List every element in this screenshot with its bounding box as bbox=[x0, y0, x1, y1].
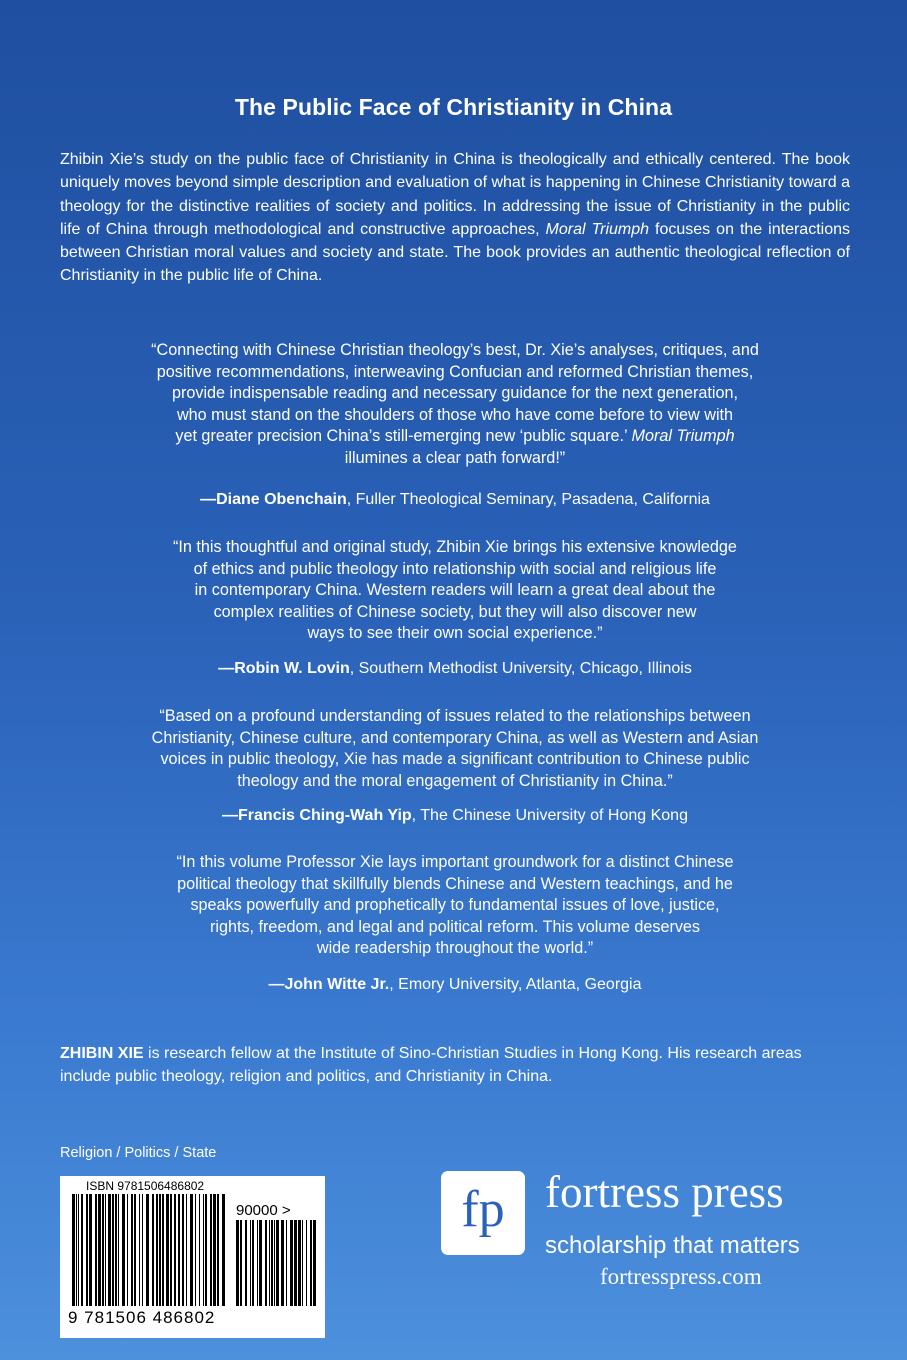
publisher-url: fortresspress.com bbox=[600, 1264, 762, 1289]
barcode-bar bbox=[86, 1194, 88, 1306]
barcode-bar bbox=[98, 1194, 101, 1306]
quote-line: “In this volume Professor Xie lays important groundwork for a distinct Chinese bbox=[176, 853, 734, 871]
endorser-name: —Robin W. Lovin bbox=[218, 660, 350, 677]
author-bio bbox=[60, 1042, 850, 1088]
barcode-bar bbox=[186, 1194, 187, 1306]
description-italic-title: Moral Triumph bbox=[545, 220, 650, 238]
quote-line: ways to see their own social experience.” bbox=[307, 624, 603, 643]
barcode-bar bbox=[210, 1194, 212, 1306]
barcode-bar bbox=[159, 1194, 161, 1306]
quote-line: in contemporary China. Western readers will learn a great deal about the bbox=[194, 581, 716, 600]
publisher-name: fortress press bbox=[545, 1167, 784, 1217]
quote-line: wide readership throughout the world.” bbox=[316, 939, 594, 958]
endorsement-attribution-1 bbox=[60, 491, 850, 509]
barcode-bar bbox=[217, 1194, 219, 1306]
barcode-bar bbox=[152, 1194, 154, 1306]
barcode-bar bbox=[174, 1194, 176, 1306]
quote-line: speaks powerfully and prophetically to fundamental issues of love, justice, bbox=[190, 896, 720, 915]
quote-line: rights, freedom, and legal and political reform. This volume deserves bbox=[209, 917, 701, 936]
barcode-bar bbox=[112, 1194, 114, 1306]
subject-category: Religion / Politics / State bbox=[60, 1145, 217, 1161]
isbn-barcode bbox=[60, 1176, 325, 1338]
barcode-bar bbox=[72, 1194, 75, 1306]
barcode-bar bbox=[265, 1220, 267, 1306]
barcode-bar bbox=[205, 1194, 207, 1306]
barcode-bar bbox=[170, 1194, 172, 1306]
barcode-bar bbox=[182, 1194, 184, 1306]
barcode-bar bbox=[195, 1194, 196, 1306]
endorser-affiliation: , Fuller Theological Seminary, Pasadena, California bbox=[346, 491, 710, 508]
barcode-bar bbox=[115, 1194, 117, 1306]
barcode-bar bbox=[142, 1194, 143, 1306]
quote-line-text: yet greater precision China’s still-emerging new ‘public square.’ bbox=[175, 427, 632, 446]
barcode-bar bbox=[276, 1220, 279, 1306]
quote-line: positive recommendations, interweaving Confucian and reformed Christian themes, bbox=[156, 362, 754, 381]
quote-italic-title: Moral Triumph bbox=[631, 427, 735, 446]
barcode-bar bbox=[250, 1220, 251, 1306]
barcode-bar bbox=[76, 1194, 77, 1306]
author-name: ZHIBIN XIE bbox=[60, 1045, 144, 1062]
barcode-bar bbox=[294, 1220, 297, 1306]
endorser-affiliation: , Southern Methodist University, Chicago, Illinois bbox=[349, 660, 692, 677]
publisher-tagline: scholarship that matters bbox=[545, 1232, 800, 1259]
quote-line: “Based on a profound understanding of issues related to the relationships between bbox=[159, 707, 751, 725]
quote-line: complex realities of Chinese society, but they will also discover new bbox=[213, 602, 697, 621]
quote-line: voices in public theology, Xie has made a significant contribution to Chinese public bbox=[160, 750, 750, 769]
quote-line: Christianity, Chinese culture, and contemporary China, as well as Western and Asian bbox=[151, 728, 759, 747]
barcode-bars bbox=[72, 1194, 227, 1306]
barcode-bar bbox=[203, 1194, 204, 1306]
barcode-bar bbox=[274, 1220, 275, 1306]
endorsement-quote-2 bbox=[80, 537, 830, 645]
barcode-bar bbox=[313, 1220, 316, 1306]
barcode-bar bbox=[102, 1194, 104, 1306]
quote-line: illumines a clear path forward!” bbox=[344, 448, 566, 467]
endorser-name: —Francis Ching-Wah Yip bbox=[222, 807, 412, 824]
endorsement-quote-1 bbox=[80, 340, 830, 470]
barcode-bar bbox=[118, 1194, 119, 1306]
barcode-bar bbox=[281, 1220, 284, 1306]
barcode-bar bbox=[139, 1194, 140, 1306]
barcode-bar bbox=[122, 1194, 125, 1306]
quote-line: provide indispensable reading and necessary guidance for the next generation, bbox=[171, 384, 739, 403]
barcode-bar bbox=[146, 1194, 149, 1306]
description-text-2: focuses on the interactions between Christian moral values and society and state. The book provides an authentic theological reflection of Christianity in the public life of China. bbox=[60, 220, 851, 285]
barcode-bar bbox=[127, 1194, 128, 1306]
barcode-bar bbox=[271, 1220, 273, 1306]
barcode-bar bbox=[257, 1220, 258, 1306]
barcode-bar bbox=[252, 1220, 254, 1306]
endorsement-attribution-4 bbox=[60, 976, 850, 994]
endorser-affiliation: , The Chinese University of Hong Kong bbox=[411, 807, 688, 824]
barcode-bar bbox=[245, 1220, 247, 1306]
barcode-bar bbox=[108, 1194, 111, 1306]
quote-line: of ethics and public theology into relationship with social and religious life bbox=[193, 559, 717, 578]
barcode-bar bbox=[240, 1220, 242, 1306]
barcode-bar bbox=[298, 1220, 301, 1306]
endorsement-quote-4 bbox=[80, 852, 830, 960]
barcode-digits: 9 781506 486802 bbox=[68, 1308, 216, 1327]
quote-line: “In this thoughtful and original study, Zhibin Xie brings his extensive knowledge bbox=[173, 538, 737, 556]
barcode-bar bbox=[131, 1194, 133, 1306]
barcode-bar bbox=[310, 1220, 312, 1306]
barcode-bar bbox=[259, 1220, 262, 1306]
endorser-name: —John Witte Jr. bbox=[268, 976, 390, 993]
barcode-bar bbox=[78, 1194, 79, 1306]
barcode-bar bbox=[105, 1194, 106, 1306]
barcode-bar bbox=[178, 1194, 180, 1306]
barcode-bar bbox=[286, 1220, 287, 1306]
description-text-1: Zhibin Xie’s study on the public face of Christianity in China is theologically and ethically centered. The book uniquely moves beyond simple description and evaluation of what is happening in Chinese Christianity toward a theology for the distinctive realities of society and politics. In addressing the issue of Christianity in the public life of China through methodological and constructive approaches, bbox=[60, 151, 850, 238]
logo-letters: fp bbox=[461, 1181, 505, 1238]
quote-line: “Connecting with Chinese Christian theology’s best, Dr. Xie’s analyses, critiques, and bbox=[151, 341, 759, 359]
barcode-bar bbox=[190, 1194, 193, 1306]
author-bio-text: is research fellow at the Institute of Sino-Christian Studies in Hong Kong. His research areas include public theology, religion and politics, and Christianity in China. bbox=[60, 1045, 802, 1085]
book-description bbox=[60, 148, 850, 288]
barcode-bar bbox=[269, 1220, 270, 1306]
barcode-bar bbox=[306, 1220, 307, 1306]
barcode-bar bbox=[156, 1194, 158, 1306]
endorsement-attribution-3 bbox=[60, 807, 850, 825]
price-code: 90000 > bbox=[236, 1202, 291, 1219]
endorsement-attribution-2 bbox=[60, 660, 850, 678]
barcode-bar bbox=[89, 1194, 92, 1306]
barcode-bar bbox=[166, 1194, 169, 1306]
barcode-bar bbox=[162, 1194, 164, 1306]
barcode-bar bbox=[302, 1220, 303, 1306]
barcode-bar bbox=[81, 1194, 83, 1306]
isbn-label: ISBN 9781506486802 bbox=[86, 1179, 205, 1193]
addon-barcode-bars bbox=[236, 1220, 316, 1306]
fortress-press-logo bbox=[441, 1171, 525, 1255]
endorser-name: —Diane Obenchain bbox=[200, 491, 347, 508]
barcode-bar bbox=[222, 1194, 225, 1306]
quote-line bbox=[80, 426, 830, 448]
quote-line: political theology that skillfully blends Chinese and Western teachings, and he bbox=[177, 874, 733, 893]
barcode-bar bbox=[213, 1194, 216, 1306]
barcode-bar bbox=[199, 1194, 200, 1306]
quote-line: who must stand on the shoulders of those who have come before to view with bbox=[176, 405, 734, 424]
book-title: The Public Face of Christianity in China bbox=[234, 94, 673, 120]
barcode-bar bbox=[95, 1194, 97, 1306]
endorser-affiliation: , Emory University, Atlanta, Georgia bbox=[389, 976, 642, 993]
endorsement-quote-3 bbox=[80, 706, 830, 792]
barcode-bar bbox=[290, 1220, 293, 1306]
barcode-bar bbox=[236, 1220, 239, 1306]
quote-line: theology and the moral engagement of Christianity in China.” bbox=[237, 771, 673, 790]
barcode-bar bbox=[134, 1194, 136, 1306]
